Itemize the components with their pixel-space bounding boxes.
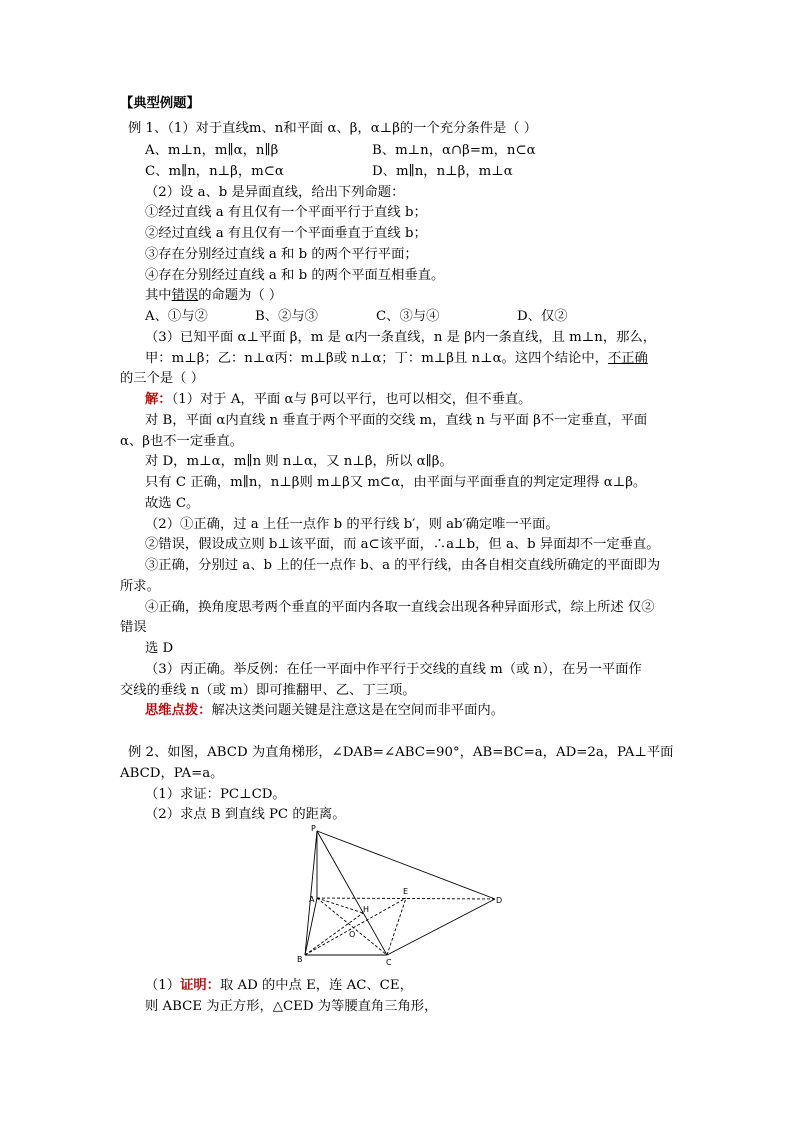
solution-line-11: ④正确，换角度思考两个垂直的平面内各取一直线会出现各种异面形式，综上所述 仅②: [145, 600, 655, 615]
q3-underlined: 不正确: [607, 351, 648, 366]
edge-be: [305, 898, 406, 955]
thinking-tip: [145, 701, 504, 721]
edge-ac: [317, 898, 387, 955]
ex1-q2-ask: [145, 286, 282, 306]
solution-line-2: 对 B，平面 α内直线 n 垂直于两个平面的交线 m，直线 n 与平面 β不一定垂直，平面: [145, 413, 648, 428]
ex1-prop-2: ②经过直线 a 有且仅有一个平面垂直于直线 b；: [145, 226, 427, 241]
ex1-option-a: A、m⊥n，m∥α，n∥β: [145, 143, 279, 158]
ex2-line-2: ABCD，PA=a。: [120, 766, 224, 781]
q3-pre: 甲：m⊥β；乙：n⊥α丙：m⊥β或 n⊥α；丁：m⊥β且 n⊥α。这四个结论中，: [145, 351, 608, 366]
edge-ab: [305, 898, 317, 955]
solution-line-10: 所求。: [120, 579, 160, 594]
solution-line-4: 对 D，m⊥α，m∥n 则 n⊥α，又 n⊥β，所以 α∥β。: [145, 454, 453, 469]
ex1-q2: （2）设 a、b 是异面直线，给出下列命题：: [145, 185, 405, 200]
proof-text: 取 AD 的中点 E，连 AC、CE，: [219, 978, 413, 993]
solution-line-12: 错误: [120, 620, 147, 635]
ex2-line-1: 例 2、如图，ABCD 为直角梯形，∠DAB=∠ABC=90°，AB=BC=a，AD=2a，PA⊥平面: [128, 745, 674, 760]
ex1-prop-4: ④存在分别经过直线 a 和 b 的两个平面互相垂直。: [145, 268, 445, 283]
ask-pre: 其中: [145, 288, 172, 303]
label-p: P: [311, 824, 316, 833]
ex1-option-d: D、m∥n，n⊥β，m⊥α: [372, 164, 513, 179]
solution-text-1: （1）对于 A，平面 α与 β可以平行，也可以相交，但不垂直。: [171, 392, 532, 407]
solution-line-5: 只有 C 正确，m∥n，n⊥β则 m⊥β又 m⊂α，由平面与平面垂直的判定定理得 α⊥β。: [145, 475, 647, 490]
ex1-prop-1: ①经过直线 a 有且仅有一个平面平行于直线 b；: [145, 205, 427, 220]
solution-line-8: ②错误，假设成立则 b⊥该平面，而 a⊂该平面，∴a⊥b，但 a、b 异面却不一定垂直。: [145, 537, 660, 552]
ex2-question-2: （2）求点 B 到直线 PC 的距离。: [145, 807, 346, 822]
label-e: E: [403, 887, 409, 896]
ex1-option-b: B、m⊥n，α∩β=m，n⊂α: [372, 143, 536, 158]
label-d: D: [496, 896, 503, 905]
ask-post: 的命题为（ ）: [198, 288, 283, 303]
ex1-option-c: C、m∥n，n⊥β，m⊂α: [145, 164, 284, 179]
ex1-q3-line2: [145, 349, 648, 369]
solution-line-13: 选 D: [145, 641, 174, 656]
proof-pre: （1）: [145, 978, 181, 993]
tip-text: 解决这类问题关键是注意这是在空间而非平面内。: [211, 703, 505, 718]
ex1-q3-line1: （3）已知平面 α⊥平面 β，m 是 α内一条直线，n 是 β内一条直线，且 m⊥n，那么，: [145, 330, 657, 345]
label-a: A: [309, 895, 315, 904]
pyramid-figure: [285, 823, 505, 973]
solution-line-3: α、β也不一定垂直。: [120, 434, 244, 449]
label-b: B: [297, 955, 303, 964]
ask-underlined: 错误: [171, 288, 199, 303]
ex2-proof-line-2: 则 ABCE 为正方形，△CED 为等腰直角三角形，: [145, 999, 438, 1014]
solution-line-9: ③正确，分别过 a、b 上的任一点作 b、a 的平行线，由各自相交直线所确定的平面即为: [145, 558, 661, 573]
tip-label: 思维点拨：: [145, 703, 212, 718]
label-h: H: [363, 905, 370, 914]
ex1-q2-option-c: C、③与④: [376, 309, 440, 324]
label-o: O: [349, 930, 356, 939]
ex2-proof-line-1: [145, 976, 413, 996]
solution-label: 解：: [145, 392, 172, 407]
ex1-intro: 例 1、（1）对于直线m、n和平面 α、β，α⊥β的一个充分条件是（ ）: [128, 121, 538, 136]
ex2-question-1: （1）求证：PC⊥CD。: [145, 787, 286, 802]
solution-line-1: [145, 390, 531, 410]
ex1-q2-option-a: A、①与②: [145, 309, 208, 324]
solution-line-7: （2）①正确，过 a 上任一点作 b 的平行线 b′，则 ab′确定唯一平面。: [145, 517, 559, 532]
section-heading: 【典型例题】: [120, 96, 200, 111]
solution-line-6: 故选 C。: [145, 496, 200, 511]
ex1-q2-option-d: D、仅②: [517, 309, 568, 324]
solution-line-15: 交线的垂线 n（或 m）即可推翻甲、乙、丁三项。: [120, 683, 416, 698]
solution-line-14: （3）丙正确。举反例：在任一平面中作平行于交线的直线 m（或 n），在另一平面作: [145, 662, 642, 677]
proof-label: 证明：: [180, 978, 220, 993]
edge-pb: [305, 831, 317, 955]
label-c: C: [386, 958, 392, 967]
ex1-q3-line3: 的三个是（ ）: [120, 371, 205, 386]
ex1-prop-3: ③存在分别经过直线 a 和 b 的两个平行平面；: [145, 247, 418, 262]
ex1-q2-option-b: B、②与③: [255, 309, 318, 324]
